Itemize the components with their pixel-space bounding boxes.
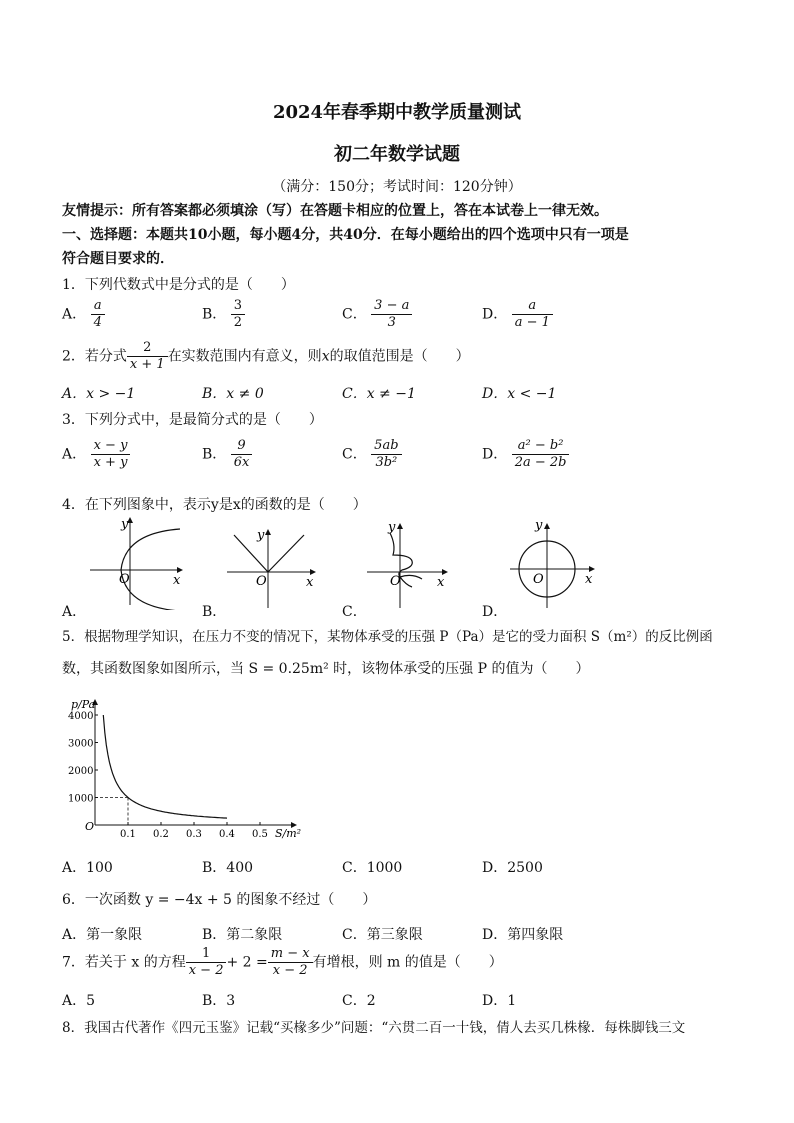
x-label: x: [585, 572, 593, 587]
chart-series-curve: [103, 715, 227, 818]
y-label: y: [388, 520, 396, 535]
q6-option-d: D．第四象限: [482, 927, 564, 943]
chart-x-tick-label: 0.1: [120, 829, 136, 840]
q1-stem: 1．下列代数式中是分式的是（ ）: [62, 277, 295, 293]
q5-option-d: D．2500: [482, 860, 543, 876]
q1-option-d: D． $\frac{a}{a - 1}$: [482, 298, 553, 331]
q2-option-a: A．x > −1: [62, 386, 136, 402]
q7-option-b: B．3: [202, 993, 236, 1009]
q6-option-b: B．第二象限: [202, 927, 283, 943]
chart-y-tick-label: 4000: [68, 711, 94, 722]
q4-option-b: B．: [202, 604, 227, 620]
x-label: x: [173, 573, 181, 588]
q2-option-b: B．x ≠ 0: [202, 386, 264, 402]
q4-graph-d: [505, 515, 605, 610]
q3-option-d: D． $\frac{\text{a² − b²}}{2a - 2b}$: [482, 438, 569, 471]
q7-option-a: A．5: [62, 993, 96, 1009]
chart-y-tick-label: 1000: [68, 793, 94, 805]
chart-x-label: S/m²: [275, 827, 302, 840]
chart-y-tick-label: 3000: [68, 738, 94, 750]
x-label: x: [306, 575, 314, 590]
right-ray: [268, 535, 304, 572]
q4-graph-c: [362, 515, 462, 610]
x-label: x: [437, 575, 445, 590]
q1-option-a: A． $\frac{a}{4}$: [62, 298, 105, 331]
q5-option-b: B．400: [202, 860, 254, 876]
pressure-area-chart: [65, 695, 305, 845]
chart-x-tick-label: 0.5: [252, 829, 268, 840]
chart-y-tick-label: 2000: [68, 766, 94, 777]
q4-option-c: C．: [342, 604, 367, 620]
section-line-2: 符合题目要求的．: [62, 251, 174, 267]
q3-option-c: C． $\frac{5ab}{\text{3b²}}$: [342, 438, 402, 471]
q5-line-2: 数，其函数图象如图所示，当 S = 0.25m² 时，该物体承受的压强 P 的值为（ ）: [62, 661, 590, 677]
exam-subtitle: 初二年数学试题: [334, 144, 460, 165]
y-label: y: [257, 528, 265, 543]
y-label: y: [121, 517, 129, 532]
q5-option-c: C．1000: [342, 860, 403, 876]
y-arrow-icon: [397, 523, 403, 529]
q1-option-b: B． $\frac{3}{2}$: [202, 298, 245, 331]
notice: 友情提示：所有答案都必须填涂（写）在答题卡相应的位置上，答在本试卷上一律无效。: [62, 203, 608, 219]
y-label: y: [535, 518, 543, 533]
y-arrow-icon: [544, 523, 550, 529]
q6-option-c: C．第三象限: [342, 927, 423, 943]
chart-x-tick-label: 0.4: [219, 829, 235, 840]
exam-title: 2024年春季期中教学质量测试: [272, 102, 522, 123]
chart-x-tick-label: 0.2: [153, 829, 169, 840]
q3-option-a: A． $\frac{x - y}{x + y}$: [62, 438, 130, 471]
curve-branch: [400, 575, 422, 579]
q3-option-b: B． $\frac{9}{6x}$: [202, 438, 252, 471]
origin-label: O: [119, 572, 130, 587]
q4-graph-a: [85, 515, 185, 610]
q7-option-d: D．1: [482, 993, 517, 1009]
q4-stem: 4．在下列图象中，表示y是x的函数的是（ ）: [62, 497, 367, 513]
origin-label: O: [390, 574, 401, 589]
chart-x-tick-label: 0.3: [186, 829, 202, 840]
q5-line-1: 5．根据物理学知识，在压力不变的情况下，某物体承受的压强 P（Pa）是它的受力面积 S（m²）的反比例函: [62, 629, 713, 645]
q7-stem: 7．若关于 x 的方程 $\frac{1}{x - 2}$ + 2 = $\frac{m - x}{x - 2}$ 有增根，则 m 的值是（ ）: [62, 946, 503, 978]
q6-stem: 6．一次函数 y = −4x + 5 的图象不经过（ ）: [62, 892, 377, 908]
q2-option-d: D．x < −1: [482, 386, 557, 402]
origin-label: O: [533, 572, 544, 587]
q4-graph-b: [222, 515, 322, 610]
q4-option-d: D．: [482, 604, 508, 620]
q2-option-c: C．x ≠ −1: [342, 386, 416, 402]
q6-option-a: A．第一象限: [62, 927, 143, 943]
chart-origin-label: O: [85, 820, 95, 833]
q8-stem: 8．我国古代著作《四元玉鉴》记载“买椽多少”问题：“六贯二百一十钱，倩人去买几株椽．每株脚钱三文: [62, 1020, 686, 1036]
q1-option-c: C． $\frac{3 - a}{3}$: [342, 298, 412, 331]
q4-option-a: A．: [62, 604, 87, 620]
section-line-1: 一、选择题：本题共10小题，每小题4分，共40分．在每小题给出的四个选项中只有一项是: [62, 227, 629, 243]
q2-stem: 2．若分式 $\frac{2}{x + 1}$ 在实数范围内有意义，则x的取值范围是（ ）: [62, 340, 470, 372]
y-arrow-icon: [265, 529, 271, 535]
chart-y-label: p/Pa: [71, 698, 96, 711]
q7-option-c: C．2: [342, 993, 376, 1009]
exam-meta: （满分：150分；考试时间：120分钟）: [272, 179, 522, 195]
q3-stem: 3．下列分式中，是最简分式的是（ ）: [62, 412, 323, 428]
origin-label: O: [256, 574, 267, 589]
q5-option-a: A．100: [62, 860, 113, 876]
